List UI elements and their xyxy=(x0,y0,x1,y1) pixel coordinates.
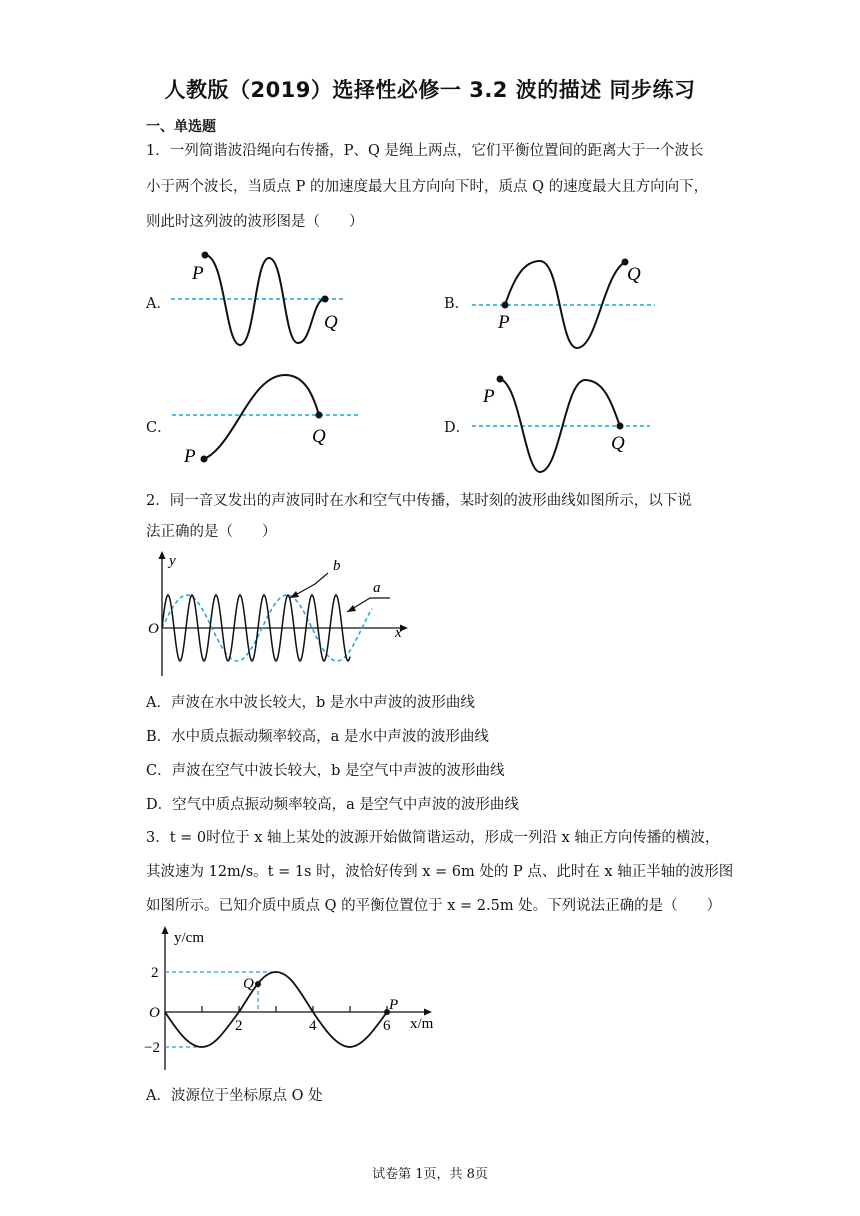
q3-axis-x-label: x/m xyxy=(410,1016,434,1032)
q1-figure-c xyxy=(172,375,360,467)
q3-axis-y-label: y/cm xyxy=(174,930,204,946)
q1-text-line-1: 1．一列简谐波沿绳向右传播，P、Q 是绳上两点，它们平衡位置间的距离大于一个波长 xyxy=(146,143,704,159)
q1-text-line-2: 小于两个波长，当质点 P 的加速度最大且方向向下时，质点 Q 的速度最大且方向向下， xyxy=(146,179,709,195)
q1b-label-q: Q xyxy=(627,264,641,285)
q1-figure-b xyxy=(472,259,655,349)
q1-figure-a xyxy=(171,252,345,346)
q1-option-c-label: C． xyxy=(146,420,172,436)
q2-axis-y-label: y xyxy=(169,553,176,569)
q2-label-b: b xyxy=(333,558,341,574)
q1-option-b-label: B． xyxy=(444,296,470,312)
q2-text-line-2: 法正确的是（ ） xyxy=(146,524,277,540)
q3-label-p: P xyxy=(389,997,399,1013)
page-title: 人教版（2019）选择性必修一 3.2 波的描述 同步练习 xyxy=(164,78,696,102)
q3-text-line-1: 3．t = 0时位于 x 轴上某处的波源开始做简谐运动，形成一列沿 x 轴正方向传播的横波， xyxy=(146,830,720,846)
q3-figure xyxy=(140,920,440,1080)
q1-text-line-3: 则此时这列波的波形图是（ ） xyxy=(146,214,364,230)
q1-option-a-label: A． xyxy=(146,296,171,312)
q1a-label-p: P xyxy=(192,263,204,284)
page-footer: 试卷第 1页，共 8页 xyxy=(372,1167,488,1182)
q2-origin-label: O xyxy=(148,621,159,637)
q2-text-line-1: 2．同一音叉发出的声波同时在水和空气中传播，某时刻的波形曲线如图所示，以下说 xyxy=(146,493,692,509)
q2-option-b[interactable]: B．水中质点振动频率较高，a 是水中声波的波形曲线 xyxy=(146,729,489,745)
q3-origin-label: O xyxy=(149,1005,160,1021)
q2-option-a[interactable]: A．声波在水中波长较大，b 是水中声波的波形曲线 xyxy=(146,695,475,711)
q2-option-d[interactable]: D．空气中质点振动频率较高，a 是空气中声波的波形曲线 xyxy=(146,797,519,813)
q1d-label-q: Q xyxy=(611,433,625,454)
section-heading: 一、单选题 xyxy=(146,119,216,135)
q1b-label-p: P xyxy=(498,312,510,333)
q3-option-a[interactable]: A．波源位于坐标原点 O 处 xyxy=(146,1088,323,1104)
q3-xtick-6: 6 xyxy=(383,1018,391,1034)
q2-axis-x-label: x xyxy=(395,625,402,641)
q1-figure-d xyxy=(472,376,650,473)
q3-text-line-2: 其波速为 12m/s。t = 1s 时，波恰好传到 x = 6m 处的 P 点、此时在 x 轴正半轴的波形图 xyxy=(146,864,734,880)
q1c-label-p: P xyxy=(184,446,196,467)
q2-option-c[interactable]: C．声波在空气中波长较大，b 是空气中声波的波形曲线 xyxy=(146,763,505,779)
q3-xtick-4: 4 xyxy=(309,1018,317,1034)
q3-text-line-3: 如图所示。已知介质中质点 Q 的平衡位置位于 x = 2.5m 处。下列说法正确的是（ ） xyxy=(146,898,722,914)
q3-ticks xyxy=(202,1006,387,1012)
q1d-label-p: P xyxy=(483,386,495,407)
q2-figure xyxy=(140,548,420,688)
q3-ytick-neg2: −2 xyxy=(144,1040,160,1056)
q1a-label-q: Q xyxy=(324,312,338,333)
q3-ytick-2: 2 xyxy=(151,965,159,981)
q3-xtick-2: 2 xyxy=(235,1018,243,1034)
q2-label-a: a xyxy=(373,580,381,596)
q1c-label-q: Q xyxy=(312,426,326,447)
q3-label-q: Q xyxy=(243,976,254,992)
q1-option-d-label: D． xyxy=(444,420,471,436)
